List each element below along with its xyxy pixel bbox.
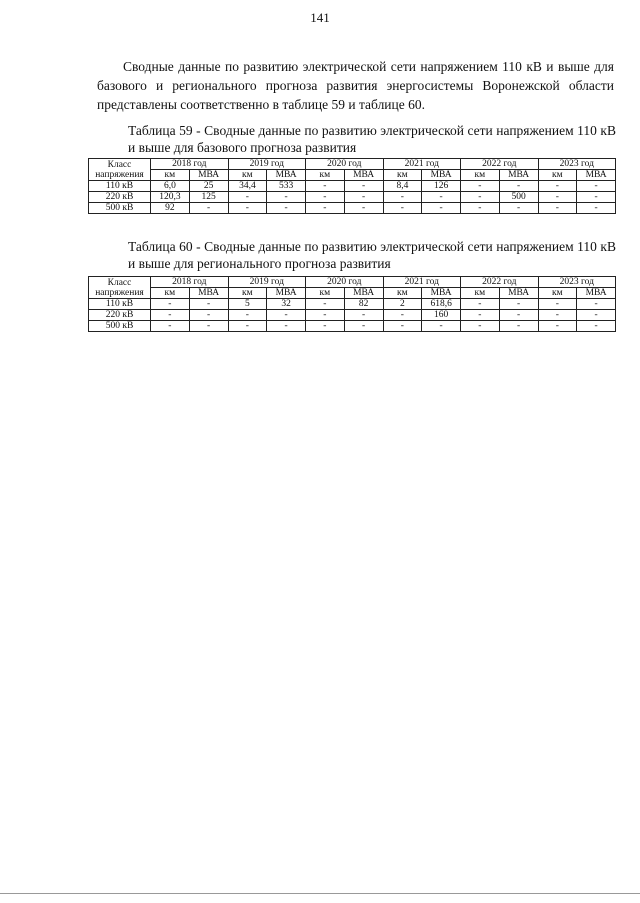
unit-km-header: км [151, 170, 190, 181]
table-cell: - [189, 310, 228, 321]
table-cell: 125 [189, 192, 228, 203]
table-cell: - [577, 181, 616, 192]
table-cell: - [577, 299, 616, 310]
table-cell: - [383, 203, 422, 214]
year-header: 2021 год [383, 277, 461, 288]
table-cell: - [383, 321, 422, 332]
year-header: 2021 год [383, 159, 461, 170]
table-cell: - [306, 310, 345, 321]
row-label: 220 кВ [89, 192, 151, 203]
row-label: 110 кВ [89, 181, 151, 192]
table-row [89, 299, 616, 310]
unit-mva-header: МВА [577, 288, 616, 299]
table-cell: - [422, 203, 461, 214]
unit-km-header: км [306, 288, 345, 299]
table-cell: - [344, 203, 383, 214]
table-cell: - [344, 321, 383, 332]
table-cell: - [267, 203, 306, 214]
year-header: 2023 год [538, 159, 616, 170]
table-cell: - [538, 299, 577, 310]
class-header: Класс напряжения [89, 159, 151, 181]
unit-mva-header: МВА [422, 170, 461, 181]
unit-km-header: км [383, 288, 422, 299]
table-cell: - [228, 310, 267, 321]
table-cell: - [267, 192, 306, 203]
unit-km-header: км [228, 288, 267, 299]
table-cell: - [228, 192, 267, 203]
table-cell: - [461, 203, 500, 214]
table-60 [88, 276, 616, 332]
table-unit-header-row [89, 170, 616, 181]
table-cell: - [267, 321, 306, 332]
table-cell: 618,6 [422, 299, 461, 310]
year-header: 2020 год [306, 159, 384, 170]
table-cell: - [577, 203, 616, 214]
table-cell: - [461, 299, 500, 310]
table-row [89, 310, 616, 321]
table-cell: - [189, 299, 228, 310]
page-bottom-divider [0, 893, 640, 894]
row-label: 110 кВ [89, 299, 151, 310]
table-59 [88, 158, 616, 214]
table-cell: 5 [228, 299, 267, 310]
table-cell: - [228, 203, 267, 214]
table-59-caption: Таблица 59 - Сводные данные по развитию электрической сети напряжением 110 кВ и выше для базового прогноза развития [128, 123, 616, 155]
table-row [89, 181, 616, 192]
year-header: 2019 год [228, 159, 306, 170]
year-header: 2023 год [538, 277, 616, 288]
unit-km-header: км [383, 170, 422, 181]
table-cell: - [306, 192, 345, 203]
table-year-header-row [89, 277, 616, 288]
table-cell: 500 [499, 192, 538, 203]
table-year-header-row [89, 159, 616, 170]
table-cell: - [499, 310, 538, 321]
table-cell: - [499, 181, 538, 192]
table-cell: - [306, 321, 345, 332]
table-cell: - [422, 321, 461, 332]
unit-mva-header: МВА [344, 288, 383, 299]
page-number: 141 [310, 10, 330, 25]
unit-km-header: км [538, 288, 577, 299]
table-row [89, 321, 616, 332]
unit-mva-header: МВА [422, 288, 461, 299]
unit-mva-header: МВА [189, 170, 228, 181]
table-cell: 92 [151, 203, 190, 214]
intro-paragraph: Сводные данные по развитию электрической сети напряжением 110 кВ и выше для базового и регионального прогноза развития энергосистемы Воронежской области представлены соответственно в таблице 59 и таблице 60. [97, 59, 614, 112]
table-60-caption: Таблица 60 - Сводные данные по развитию электрической сети напряжением 110 кВ и выше для регионального прогноза развития [128, 239, 616, 271]
table-cell: 82 [344, 299, 383, 310]
year-header: 2022 год [461, 159, 539, 170]
unit-mva-header: МВА [267, 288, 306, 299]
table-cell: - [306, 181, 345, 192]
table-cell: 2 [383, 299, 422, 310]
unit-km-header: км [538, 170, 577, 181]
table-cell: - [306, 299, 345, 310]
table-cell: - [499, 203, 538, 214]
unit-mva-header: МВА [499, 288, 538, 299]
table-cell: - [189, 203, 228, 214]
unit-mva-header: МВА [499, 170, 538, 181]
year-header: 2019 год [228, 277, 306, 288]
table-cell: - [499, 321, 538, 332]
table-cell: - [151, 299, 190, 310]
table-cell: - [228, 321, 267, 332]
table-row [89, 192, 616, 203]
table-cell: 32 [267, 299, 306, 310]
year-header: 2018 год [151, 159, 229, 170]
table-cell: - [151, 321, 190, 332]
table-cell: - [383, 310, 422, 321]
row-label: 500 кВ [89, 321, 151, 332]
unit-mva-header: МВА [267, 170, 306, 181]
table-cell: - [577, 310, 616, 321]
year-header: 2018 год [151, 277, 229, 288]
class-header: Класс напряжения [89, 277, 151, 299]
unit-km-header: км [461, 170, 500, 181]
table-cell: - [538, 310, 577, 321]
table-cell: 25 [189, 181, 228, 192]
table-cell: - [461, 181, 500, 192]
table-cell: - [538, 192, 577, 203]
unit-km-header: км [306, 170, 345, 181]
table-cell: 8,4 [383, 181, 422, 192]
unit-km-header: км [461, 288, 500, 299]
table-cell: - [344, 310, 383, 321]
table-cell: - [577, 192, 616, 203]
table-cell: - [344, 181, 383, 192]
table-cell: - [344, 192, 383, 203]
table-cell: - [538, 321, 577, 332]
table-cell: 34,4 [228, 181, 267, 192]
unit-mva-header: МВА [344, 170, 383, 181]
table-cell: - [461, 321, 500, 332]
table-cell: - [577, 321, 616, 332]
table-cell: - [538, 203, 577, 214]
row-label: 220 кВ [89, 310, 151, 321]
table-cell: 126 [422, 181, 461, 192]
unit-km-header: км [228, 170, 267, 181]
table-cell: - [461, 310, 500, 321]
table-cell: - [267, 310, 306, 321]
table-cell: - [383, 192, 422, 203]
year-header: 2020 год [306, 277, 384, 288]
table-cell: 6,0 [151, 181, 190, 192]
table-cell: - [189, 321, 228, 332]
table-cell: 533 [267, 181, 306, 192]
table-cell: 160 [422, 310, 461, 321]
table-row [89, 203, 616, 214]
table-unit-header-row [89, 288, 616, 299]
table-cell: - [499, 299, 538, 310]
year-header: 2022 год [461, 277, 539, 288]
table-cell: 120,3 [151, 192, 190, 203]
table-cell: - [422, 192, 461, 203]
row-label: 500 кВ [89, 203, 151, 214]
table-cell: - [151, 310, 190, 321]
table-cell: - [538, 181, 577, 192]
unit-mva-header: МВА [189, 288, 228, 299]
table-cell: - [306, 203, 345, 214]
table-cell: - [461, 192, 500, 203]
unit-mva-header: МВА [577, 170, 616, 181]
unit-km-header: км [151, 288, 190, 299]
